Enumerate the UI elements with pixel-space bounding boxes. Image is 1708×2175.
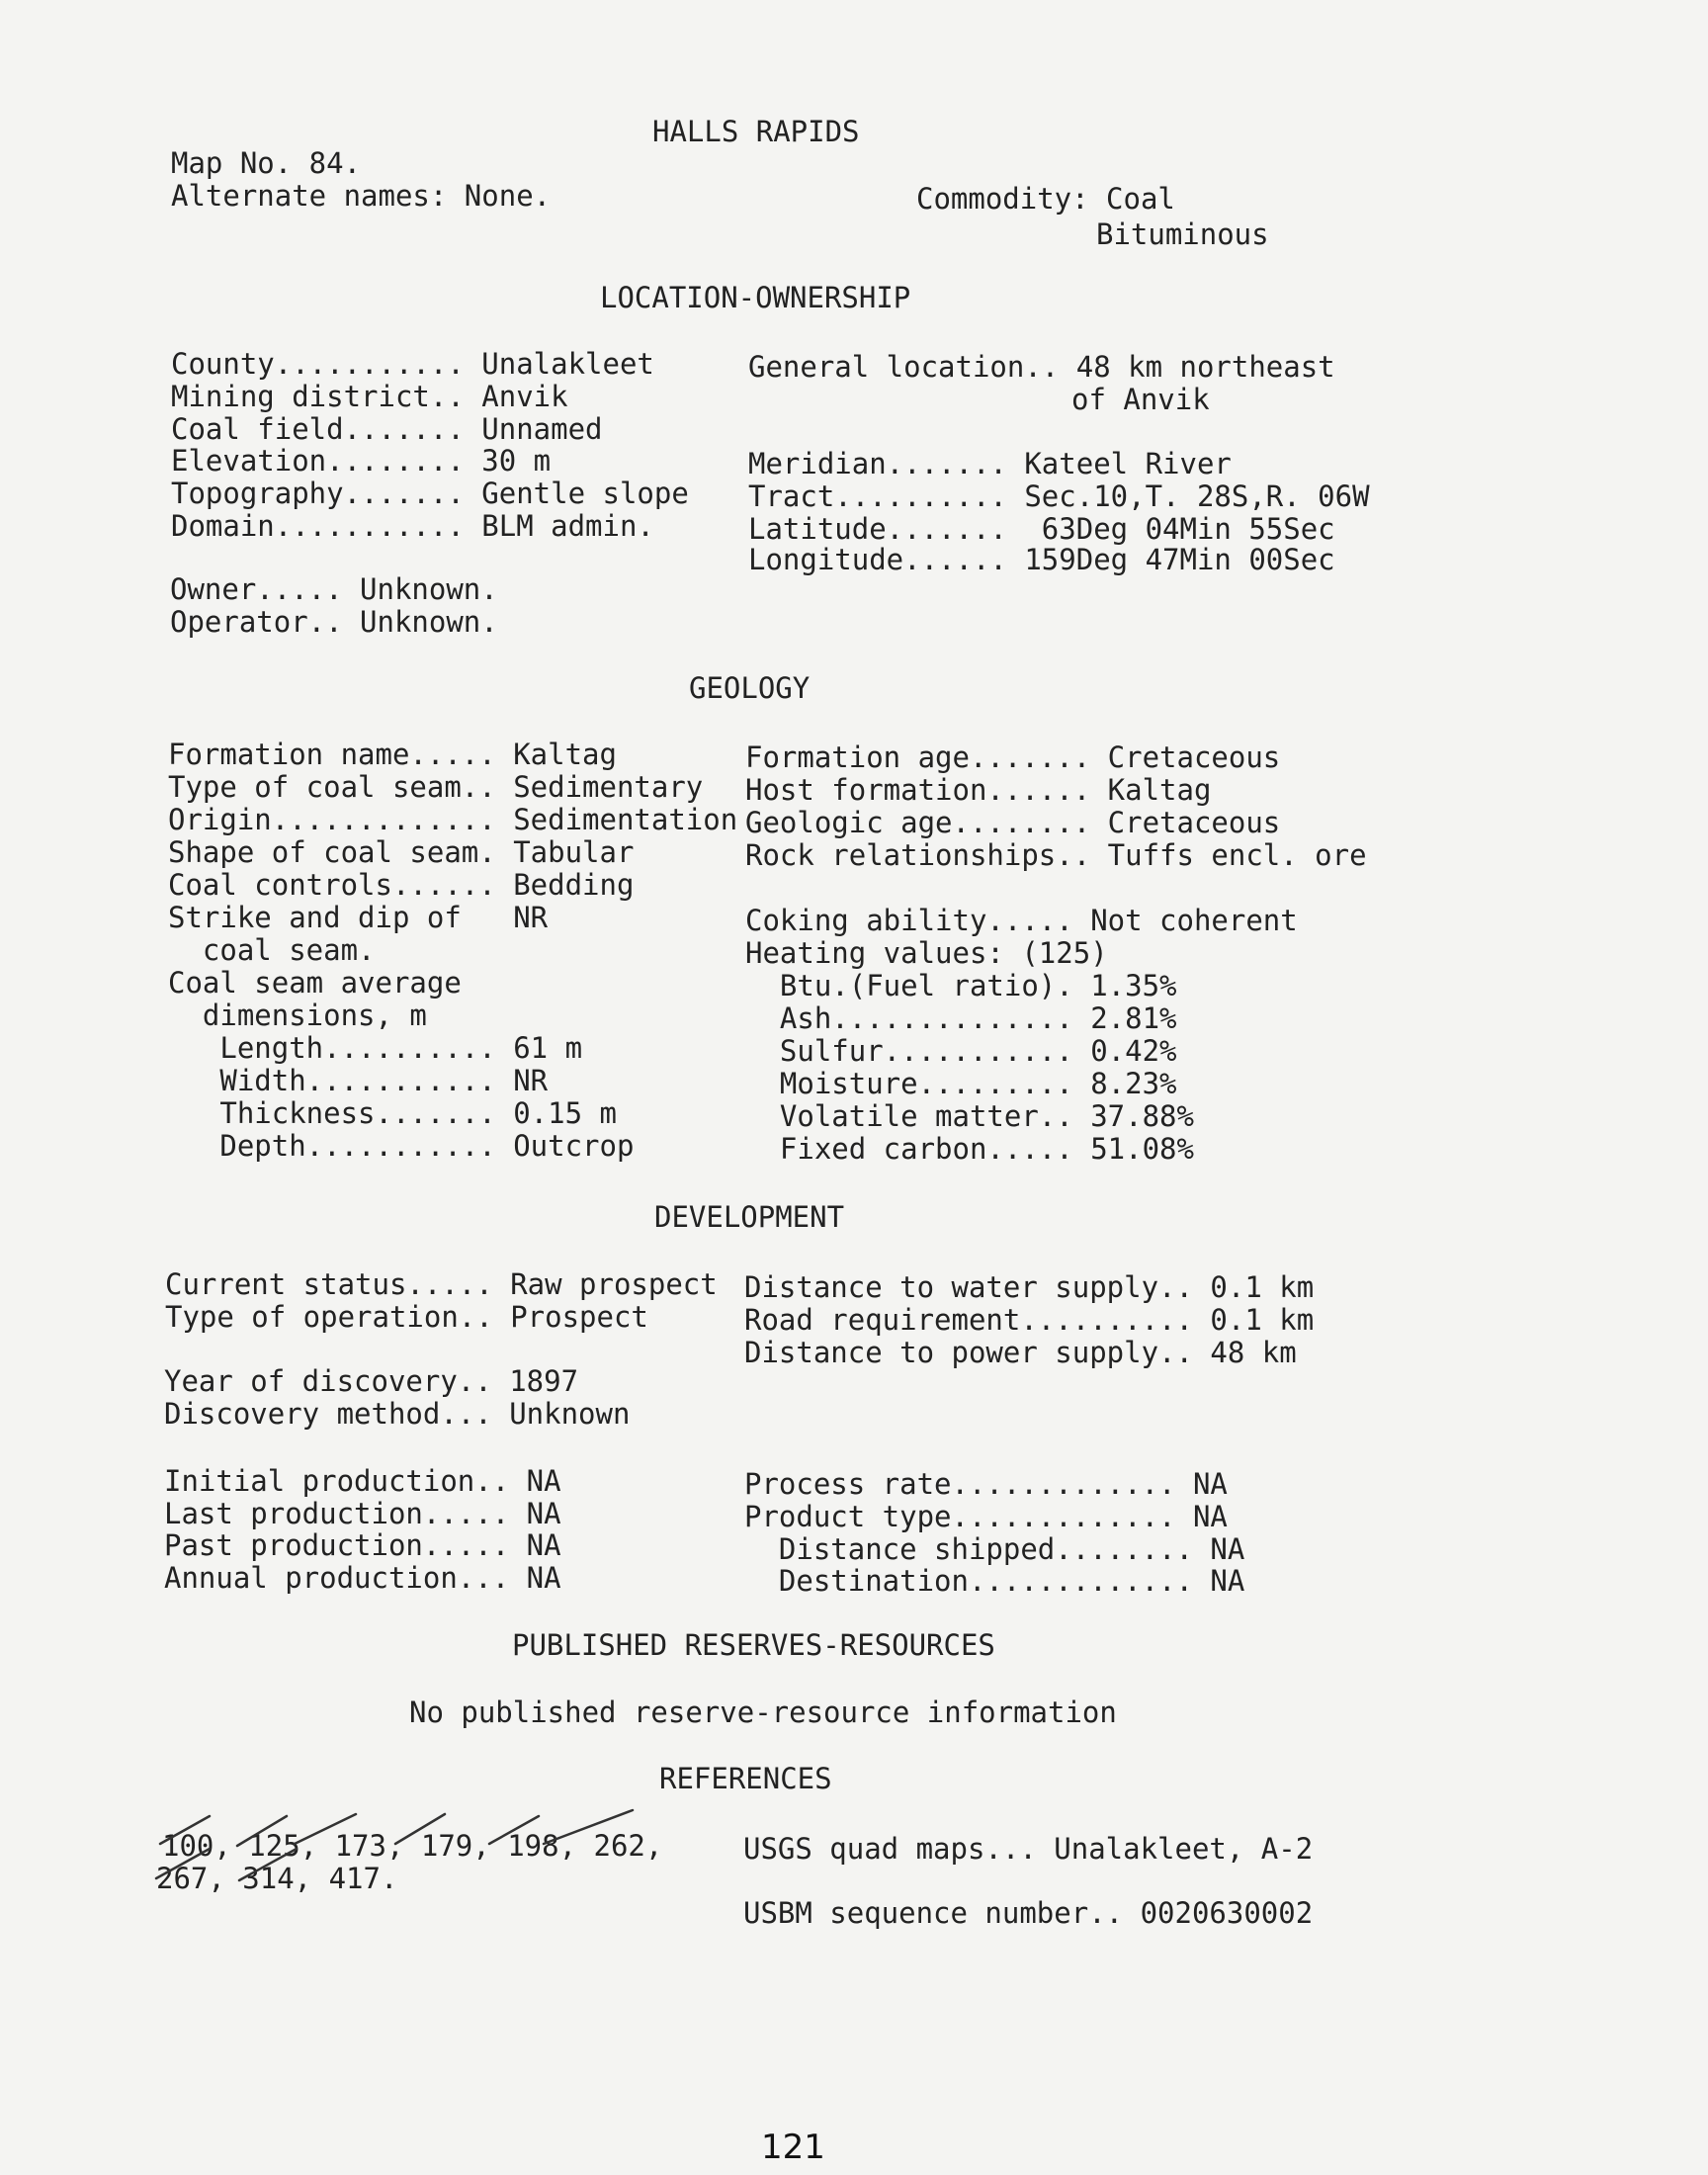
product-type-row: Product type............. NA [744, 1500, 1228, 1533]
map-number: Map No. 84. [171, 146, 362, 180]
seam-dimensions-label: Coal seam average [168, 966, 462, 1000]
domain-row: Domain........... BLM admin. [171, 509, 654, 543]
usgs-quad-maps-row: USGS quad maps... Unalakleet, A-2 [743, 1832, 1314, 1866]
section-heading-development: DEVELOPMENT [654, 1200, 845, 1234]
county-row: County........... Unalakleet [171, 347, 654, 381]
commodity: Commodity: Coal [916, 182, 1175, 216]
discovery-method-row: Discovery method... Unknown [164, 1397, 631, 1431]
rock-relationships-row: Rock relationships.. Tuffs encl. ore [745, 838, 1367, 872]
elevation-row: Elevation........ 30 m [171, 444, 552, 478]
section-heading-reserves: PUBLISHED RESERVES-RESOURCES [512, 1628, 995, 1662]
usbm-sequence-row: USBM sequence number.. 0020630002 [743, 1896, 1314, 1930]
section-heading-references: REFERENCES [659, 1762, 832, 1795]
mining-district-row: Mining district.. Anvik [171, 380, 568, 413]
formation-age-row: Formation age....... Cretaceous [745, 740, 1281, 774]
svg-text:121: 121 [761, 2128, 825, 2167]
formation-name-row: Formation name..... Kaltag [168, 738, 617, 771]
handwritten-page-number [759, 2121, 825, 2170]
road-requirement-row: Road requirement.......... 0.1 km [744, 1303, 1315, 1337]
reserves-text: No published reserve-resource information [409, 1696, 1117, 1729]
water-supply-row: Distance to water supply.. 0.1 km [744, 1270, 1315, 1304]
operator-row: Operator.. Unknown. [170, 605, 498, 639]
moisture-row: Moisture......... 8.23% [745, 1067, 1177, 1100]
btu-row: Btu.(Fuel ratio). 1.35% [745, 969, 1177, 1002]
topography-row: Topography....... Gentle slope [171, 477, 689, 510]
current-status-row: Current status..... Raw prospect [165, 1267, 718, 1301]
heating-values-label: Heating values: (125) [745, 936, 1108, 970]
annual-production-row: Annual production... NA [164, 1561, 561, 1595]
latitude-row: Latitude....... 63Deg 04Min 55Sec [748, 512, 1335, 546]
geologic-age-row: Geologic age........ Cretaceous [745, 806, 1281, 839]
document-title: HALLS RAPIDS [652, 115, 860, 148]
section-heading-location: LOCATION-OWNERSHIP [600, 281, 911, 314]
distance-shipped-row: Distance shipped........ NA [744, 1532, 1245, 1566]
width-row: Width........... NR [168, 1064, 549, 1097]
initial-production-row: Initial production.. NA [164, 1464, 561, 1498]
past-production-row: Past production..... NA [164, 1528, 561, 1562]
host-formation-row: Host formation...... Kaltag [745, 773, 1212, 807]
strike-dip-cont: coal seam. [168, 933, 376, 967]
fixed-carbon-row: Fixed carbon..... 51.08% [745, 1132, 1194, 1166]
section-heading-geology: GEOLOGY [689, 671, 811, 705]
general-location-row: General location.. 48 km northeast [748, 350, 1335, 384]
meridian-row: Meridian....... Kateel River [748, 447, 1232, 480]
references-line-2: 267, 314, 417. [156, 1862, 398, 1895]
operation-type-row: Type of operation.. Prospect [165, 1300, 648, 1334]
coal-seam-type-row: Type of coal seam.. Sedimentary [168, 770, 704, 804]
general-location-cont: of Anvik [1071, 383, 1210, 416]
volatile-matter-row: Volatile matter.. 37.88% [745, 1099, 1194, 1133]
owner-row: Owner..... Unknown. [170, 572, 498, 606]
last-production-row: Last production..... NA [164, 1497, 561, 1530]
power-supply-row: Distance to power supply.. 48 km [744, 1336, 1297, 1369]
process-rate-row: Process rate............. NA [744, 1467, 1228, 1501]
commodity-type: Bituminous [1096, 218, 1269, 251]
alternate-names: Alternate names: None. [171, 179, 552, 213]
coal-field-row: Coal field....... Unnamed [171, 412, 603, 446]
seam-dimensions-unit: dimensions, m [168, 999, 427, 1032]
coking-ability-row: Coking ability..... Not coherent [745, 904, 1298, 937]
handwritten-strikethrough-marks [148, 1804, 662, 1903]
depth-row: Depth........... Outcrop [168, 1129, 635, 1163]
tract-row: Tract.......... Sec.10,T. 28S,R. 06W [748, 479, 1370, 513]
sulfur-row: Sulfur........... 0.42% [745, 1034, 1177, 1068]
seam-shape-row: Shape of coal seam. Tabular [168, 835, 635, 869]
longitude-row: Longitude...... 159Deg 47Min 00Sec [748, 543, 1335, 576]
length-row: Length.......... 61 m [168, 1031, 583, 1065]
destination-row: Destination............. NA [744, 1564, 1245, 1598]
year-discovery-row: Year of discovery.. 1897 [164, 1364, 579, 1398]
coal-controls-row: Coal controls...... Bedding [168, 868, 635, 902]
strike-dip-row: Strike and dip of NR [168, 901, 549, 934]
ash-row: Ash.............. 2.81% [745, 1001, 1177, 1035]
origin-row: Origin............. Sedimentation [168, 803, 738, 836]
references-line-1: 100, 125, 173, 179, 198, 262, [162, 1829, 663, 1863]
thickness-row: Thickness....... 0.15 m [168, 1096, 617, 1130]
